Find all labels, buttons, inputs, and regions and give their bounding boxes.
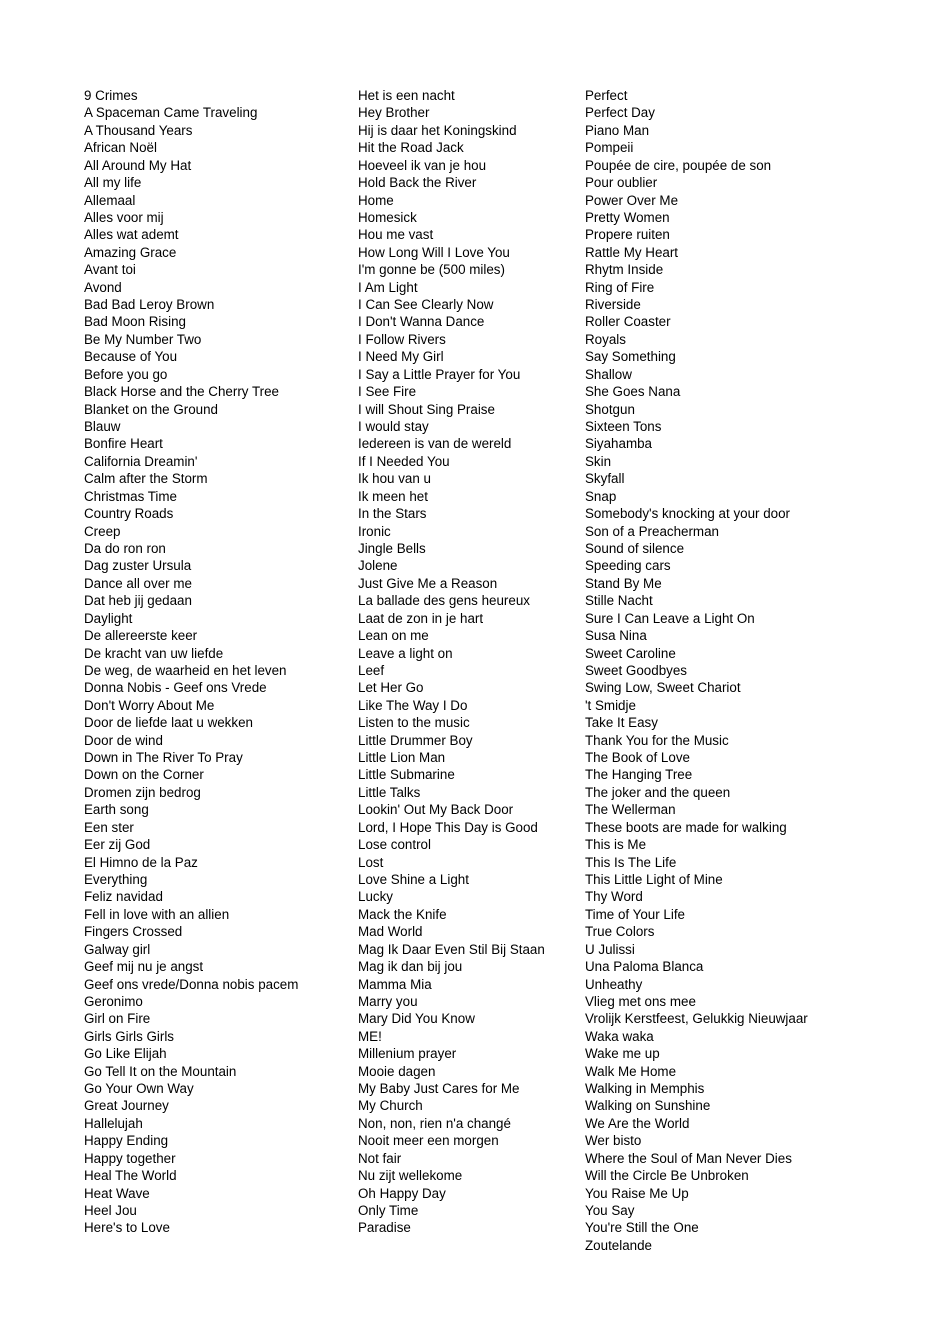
song-title: Siyahamba (585, 436, 652, 452)
song-title: Mag ik dan bij jou (358, 959, 463, 975)
song-title: The Wellerman (585, 802, 676, 818)
song-title: You Raise Me Up (585, 1185, 689, 1201)
song-title: A Thousand Years (84, 122, 193, 138)
song-title: Thy Word (585, 889, 643, 905)
song-title: Geef mij nu je angst (84, 959, 204, 975)
song-title: Go Tell It on the Mountain (84, 1063, 237, 1079)
song-title: Lord, I Hope This Day is Good (358, 819, 538, 835)
song-title: Fingers Crossed (84, 924, 183, 940)
song-title: Little Submarine (358, 767, 455, 783)
song-title: Lookin' Out My Back Door (358, 802, 514, 818)
song-title: Listen to the music (358, 715, 470, 731)
song-title: Door de liefde laat u wekken (84, 715, 253, 731)
song-title: Everything (84, 871, 148, 887)
song-title: Homesick (358, 209, 417, 225)
song-title: Mary Did You Know (358, 1011, 475, 1027)
song-title: Bad Bad Leroy Brown (84, 297, 215, 313)
song-title: Shotgun (585, 401, 635, 417)
song-title: Before you go (84, 366, 168, 382)
song-title: Nu zijt wellekome (358, 1168, 463, 1184)
song-title: Ik hou van u (358, 471, 431, 487)
song-title: Hij is daar het Koningskind (358, 122, 517, 138)
song-title: Little Drummer Boy (358, 732, 473, 748)
song-title: Hoeveel ik van je hou (358, 157, 487, 173)
song-title: Just Give Me a Reason (358, 575, 498, 591)
song-title: I Don't Wanna Dance (358, 314, 485, 330)
song-title: Don't Worry About Me (84, 697, 215, 713)
song-title: El Himno de la Paz (84, 854, 198, 870)
song-title: Propere ruiten (585, 227, 670, 243)
song-title: Leave a light on (358, 645, 453, 661)
song-title: Mack the Knife (358, 906, 447, 922)
song-title: Skin (585, 453, 612, 469)
song-title: Walking on Sunshine (585, 1098, 711, 1114)
song-title: Jingle Bells (358, 540, 426, 556)
song-title: All Around My Hat (84, 157, 192, 173)
song-title: Pretty Women (585, 209, 670, 225)
song-title: I'm gonne be (500 miles) (358, 262, 505, 278)
song-title: Happy Ending (84, 1133, 169, 1149)
song-title: Girl on Fire (84, 1011, 151, 1027)
song-title: Geef ons vrede/Donna nobis pacem (84, 976, 299, 992)
song-title: Blanket on the Ground (84, 401, 218, 417)
song-title: Paradise (358, 1220, 411, 1236)
song-title: The Hanging Tree (585, 767, 693, 783)
song-title: Like The Way I Do (358, 697, 468, 713)
song-title: Walking in Memphis (585, 1081, 705, 1097)
song-title: Sweet Goodbyes (585, 662, 687, 678)
song-title: Rattle My Heart (585, 244, 679, 260)
song-title: This is Me (585, 837, 647, 853)
song-title: Una Paloma Blanca (585, 959, 704, 975)
song-title: De kracht van uw liefde (84, 645, 224, 661)
song-title: Be My Number Two (84, 331, 202, 347)
song-title: Snap (585, 488, 617, 504)
song-title: Will the Circle Be Unbroken (585, 1168, 749, 1184)
song-title: Rhytm Inside (585, 262, 664, 278)
song-title: Go Like Elijah (84, 1046, 167, 1062)
song-column-2 (358, 87, 580, 1237)
song-title: Waka waka (585, 1028, 654, 1044)
song-title: In the Stars (358, 506, 427, 522)
song-title: Mag Ik Daar Even Stil Bij Staan (358, 941, 545, 957)
song-title: She Goes Nana (585, 384, 681, 400)
song-title: De allereerste keer (84, 628, 198, 644)
song-title: Only Time (358, 1203, 419, 1218)
song-title: Sweet Caroline (585, 645, 676, 661)
song-title: I Am Light (358, 279, 418, 295)
song-title: Time of Your Life (585, 906, 685, 922)
song-title: Roller Coaster (585, 314, 671, 330)
song-title: Poupée de cire, poupée de son (585, 157, 772, 173)
song-title: Dag zuster Ursula (84, 558, 192, 574)
song-title: Donna Nobis - Geef ons Vrede (84, 680, 267, 696)
song-title: Daylight (84, 610, 133, 626)
song-title: Riverside (585, 297, 641, 313)
song-title: Non, non, rien n'a changé (358, 1115, 511, 1131)
song-title: Dromen zijn bedrog (84, 784, 201, 800)
song-title: Perfect (585, 88, 628, 103)
song-title: The joker and the queen (585, 784, 731, 800)
song-title: Oh Happy Day (358, 1185, 446, 1201)
song-title: Pour oublier (585, 175, 658, 191)
song-title: Iedereen is van de wereld (358, 436, 512, 452)
song-title: Take It Easy (585, 715, 658, 731)
song-title: Perfect Day (585, 105, 655, 121)
song-title: I would stay (358, 419, 429, 435)
song-title: Sound of silence (585, 540, 685, 556)
song-title: True Colors (585, 924, 655, 940)
song-title: Hallelujah (84, 1115, 143, 1131)
song-column-3 (585, 87, 935, 1254)
song-title: This Is The Life (585, 854, 677, 870)
song-title: Susa Nina (585, 628, 647, 644)
song-title: I Can See Clearly Now (358, 297, 494, 313)
song-title: Avant toi (84, 262, 136, 278)
song-title: Ik meen het (358, 488, 428, 504)
song-title: Piano Man (585, 122, 650, 138)
song-title: Vrolijk Kerstfeest, Gelukkig Nieuwjaar (585, 1011, 808, 1027)
song-column-1 (84, 87, 354, 1237)
song-title: Galway girl (84, 941, 151, 957)
song-title: Zoutelande (585, 1237, 653, 1253)
song-title: Laat de zon in je hart (358, 610, 484, 626)
song-title: Christmas Time (84, 488, 178, 504)
song-title: Hold Back the River (358, 175, 477, 191)
song-title: Skyfall (585, 471, 625, 487)
song-title: Sure I Can Leave a Light On (585, 610, 755, 626)
song-title: Black Horse and the Cherry Tree (84, 384, 279, 400)
song-title: Eer zij God (84, 837, 151, 853)
song-title: Dance all over me (84, 575, 192, 591)
song-title: Sixteen Tons (585, 419, 662, 435)
song-title: Mad World (358, 924, 423, 940)
song-title: Geronimo (84, 993, 143, 1009)
song-title: U Julissi (585, 941, 635, 957)
song-title: California Dreamin' (84, 453, 198, 469)
song-title: Home (358, 192, 394, 208)
song-title: I See Fire (358, 384, 417, 400)
song-title: Thank You for the Music (585, 732, 729, 748)
song-title: Heat Wave (84, 1185, 150, 1201)
song-title: Earth song (84, 802, 149, 818)
song-title: The Book of Love (585, 750, 690, 766)
song-title: Wer bisto (585, 1133, 642, 1149)
song-title: Country Roads (84, 506, 174, 522)
song-title: Unheathy (585, 976, 643, 992)
song-title: Lose control (358, 837, 431, 853)
song-title: How Long Will I Love You (358, 244, 510, 260)
song-title: We Are the World (585, 1115, 690, 1131)
song-title: Love Shine a Light (358, 871, 469, 887)
song-title: Let Her Go (358, 680, 424, 696)
song-title: Avond (84, 279, 122, 295)
song-title: I Say a Little Prayer for You (358, 366, 521, 382)
song-title: Creep (84, 523, 121, 539)
song-title: Door de wind (84, 732, 163, 748)
song-title: Girls Girls Girls (84, 1028, 175, 1044)
song-title: You're Still the One (585, 1220, 699, 1236)
song-title: Swing Low, Sweet Chariot (585, 680, 741, 696)
song-title: Bad Moon Rising (84, 314, 186, 330)
song-title: Vlieg met ons mee (585, 993, 696, 1009)
song-title: Lean on me (358, 628, 429, 644)
song-title: Fell in love with an allien (84, 906, 230, 922)
song-title: Here's to Love (84, 1220, 170, 1236)
song-title: Het is een nacht (358, 88, 455, 103)
song-title: Little Lion Man (358, 750, 446, 766)
song-title: Hey Brother (358, 105, 430, 121)
song-title: Bonfire Heart (84, 436, 163, 452)
song-title: Power Over Me (585, 192, 679, 208)
song-title: All my life (84, 175, 142, 191)
song-title: Nooit meer een morgen (358, 1133, 499, 1149)
song-title: Feliz navidad (84, 889, 163, 905)
song-title: Millenium prayer (358, 1046, 457, 1062)
song-title: Alles voor mij (84, 209, 164, 225)
song-title: Say Something (585, 349, 676, 365)
song-title: Leef (358, 662, 385, 678)
song-title: Ironic (358, 523, 391, 539)
song-title: Because of You (84, 349, 178, 365)
song-title: Great Journey (84, 1098, 169, 1114)
song-title: Royals (585, 331, 626, 347)
song-title: Amazing Grace (84, 244, 177, 260)
song-title: Stille Nacht (585, 593, 653, 609)
song-title: Happy together (84, 1150, 176, 1166)
song-title: Ring of Fire (585, 279, 655, 295)
song-title: Go Your Own Way (84, 1081, 194, 1097)
song-title: A Spaceman Came Traveling (84, 105, 258, 121)
song-title: You Say (585, 1203, 635, 1218)
song-title: Shallow (585, 366, 632, 382)
song-title: Down in The River To Pray (84, 750, 243, 766)
song-title: These boots are made for walking (585, 819, 787, 835)
song-title: Blauw (84, 419, 121, 435)
song-title: Da do ron ron (84, 540, 166, 556)
song-title: I will Shout Sing Praise (358, 401, 495, 417)
song-title: My Church (358, 1098, 423, 1114)
song-title: Heal The World (84, 1168, 177, 1184)
song-title: Somebody's knocking at your door (585, 506, 791, 522)
song-title: Stand By Me (585, 575, 662, 591)
song-title: Calm after the Storm (84, 471, 208, 487)
song-title: If I Needed You (358, 453, 450, 469)
song-title: Hit the Road Jack (358, 140, 464, 156)
song-title: Heel Jou (84, 1203, 137, 1218)
song-title: Lucky (358, 889, 393, 905)
song-title: Walk Me Home (585, 1063, 677, 1079)
song-title: La ballade des gens heureux (358, 593, 530, 609)
song-title: Down on the Corner (84, 767, 204, 783)
song-title: I Follow Rivers (358, 331, 446, 347)
song-title: Marry you (358, 993, 418, 1009)
song-title: De weg, de waarheid en het leven (84, 662, 287, 678)
song-title: 9 Crimes (84, 88, 138, 103)
song-title: Dat heb jij gedaan (84, 593, 192, 609)
song-title: Pompeii (585, 140, 634, 156)
song-title: 't Smidje (585, 697, 636, 713)
song-title: Hou me vast (358, 227, 434, 243)
song-title: Mooie dagen (358, 1063, 436, 1079)
song-title: Not fair (358, 1150, 402, 1166)
song-title: Speeding cars (585, 558, 671, 574)
song-title: This Little Light of Mine (585, 871, 723, 887)
song-title: Alles wat ademt (84, 227, 179, 243)
song-title: My Baby Just Cares for Me (358, 1081, 520, 1097)
song-title: Mamma Mia (358, 976, 432, 992)
song-title: I Need My Girl (358, 349, 444, 365)
song-title: ME! (358, 1028, 382, 1044)
song-title: Jolene (358, 558, 398, 574)
song-title: Son of a Preacherman (585, 523, 719, 539)
song-title: Een ster (84, 819, 134, 835)
song-title: Little Talks (358, 784, 421, 800)
song-title: Where the Soul of Man Never Dies (585, 1150, 792, 1166)
song-title: Allemaal (84, 192, 136, 208)
song-title: Wake me up (585, 1046, 660, 1062)
song-title: Lost (358, 854, 384, 870)
song-title: African Noël (84, 140, 157, 156)
